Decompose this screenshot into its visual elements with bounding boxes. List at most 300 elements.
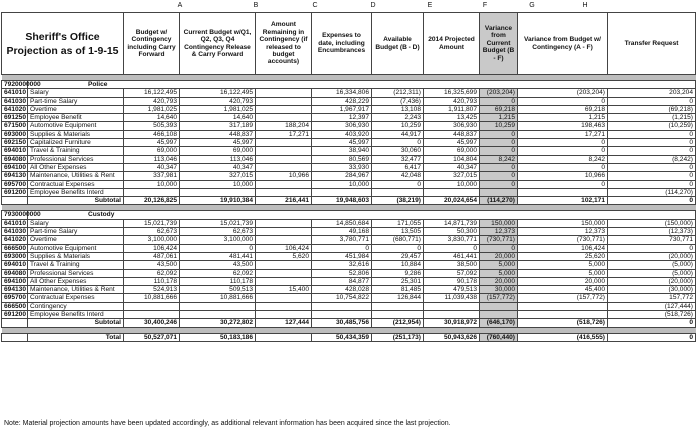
current-budget-cell: 10,881,666: [180, 294, 256, 302]
budget-contingency-cell: 45,997: [124, 139, 180, 147]
expenses-to-date-cell: 403,920: [312, 130, 372, 138]
current-budget-cell: [180, 302, 256, 310]
subtotal-row: [2, 197, 696, 205]
account-code-cell: 694130: [2, 172, 28, 180]
expenses-to-date-cell: 33,930: [312, 163, 372, 171]
account-description-cell: Automotive Equipment: [28, 122, 124, 130]
account-code-cell: 641010: [2, 89, 28, 97]
variance-contingency-cell: 1,215: [518, 114, 608, 122]
variance-current-cell: 0: [480, 147, 518, 155]
current-budget-cell: 16,122,495: [180, 89, 256, 97]
account-description-cell: Overtime: [28, 236, 124, 244]
variance-current-cell: (157,772): [480, 294, 518, 302]
variance-contingency-cell: 25,620: [518, 252, 608, 260]
amount-remaining-cell: 106,424: [256, 244, 312, 252]
available-budget-cell: 32,477: [372, 155, 424, 163]
projected-amount-cell: 104,804: [424, 155, 480, 163]
expenses-to-date-cell: 428,229: [312, 97, 372, 105]
variance-current-cell: 20,000: [480, 277, 518, 285]
variance-current-cell: (730,771): [480, 236, 518, 244]
budget-contingency-cell: 50,527,071: [124, 333, 180, 341]
projected-amount-cell: 30,918,972: [424, 319, 480, 327]
available-budget-cell: 44,917: [372, 130, 424, 138]
expenses-to-date-cell: 45,997: [312, 139, 372, 147]
expenses-to-date-cell: 38,940: [312, 147, 372, 155]
variance-contingency-cell: 69,218: [518, 105, 608, 113]
variance-current-cell: 0: [480, 97, 518, 105]
amount-remaining-cell: [256, 114, 312, 122]
current-budget-cell: 327,015: [180, 172, 256, 180]
available-budget-cell: [372, 311, 424, 319]
account-description-cell: Automotive Equipment: [28, 244, 124, 252]
current-budget-cell: 19,910,384: [180, 197, 256, 205]
current-budget-cell: 509,513: [180, 286, 256, 294]
projection-table: [1, 12, 696, 342]
footnote: Note: Material projection amounts have been updated accordingly, as additional relevant information has been acquired since the last projection.: [4, 420, 451, 427]
expenses-to-date-cell: [312, 188, 372, 196]
budget-contingency-cell: [124, 302, 180, 310]
transfer-request-cell: (12,373): [608, 228, 696, 236]
projected-amount-cell: 69,000: [424, 147, 480, 155]
projected-amount-cell: 327,015: [424, 172, 480, 180]
expenses-to-date-cell: 306,930: [312, 122, 372, 130]
amount-remaining-cell: [256, 277, 312, 285]
available-budget-cell: 13,505: [372, 228, 424, 236]
account-description-cell: All Other Expenses: [28, 163, 124, 171]
current-budget-cell: 317,189: [180, 122, 256, 130]
available-budget-cell: 10,884: [372, 261, 424, 269]
budget-contingency-cell: 113,046: [124, 155, 180, 163]
budget-contingency-cell: 10,881,666: [124, 294, 180, 302]
account-code-cell: 666500: [2, 244, 28, 252]
account-code-cell: 694010: [2, 261, 28, 269]
account-description-cell: Salary: [28, 219, 124, 227]
account-code-cell: 694100: [2, 163, 28, 171]
available-budget-cell: 171,055: [372, 219, 424, 227]
available-budget-cell: 126,844: [372, 294, 424, 302]
amount-remaining-cell: [256, 269, 312, 277]
account-description-cell: Professional Services: [28, 269, 124, 277]
projected-amount-cell: 0: [424, 244, 480, 252]
amount-remaining-cell: [256, 228, 312, 236]
variance-contingency-cell: 5,000: [518, 269, 608, 277]
col-letter-g: G: [529, 2, 535, 9]
available-budget-cell: (680,771): [372, 236, 424, 244]
budget-contingency-cell: 69,000: [124, 147, 180, 155]
projected-amount-cell: 420,793: [424, 97, 480, 105]
expenses-to-date-cell: 1,967,917: [312, 105, 372, 113]
current-budget-cell: 1,981,025: [180, 105, 256, 113]
current-budget-cell: 481,441: [180, 252, 256, 260]
amount-remaining-cell: [256, 261, 312, 269]
budget-contingency-cell: 30,400,246: [124, 319, 180, 327]
account-code-cell: 695700: [2, 180, 28, 188]
projected-amount-cell: 14,871,739: [424, 219, 480, 227]
current-budget-cell: 43,500: [180, 261, 256, 269]
expenses-to-date-cell: 10,754,822: [312, 294, 372, 302]
subtotal-row: [2, 319, 696, 327]
available-budget-cell: 0: [372, 139, 424, 147]
expenses-to-date-cell: 0: [312, 244, 372, 252]
account-description-cell: Contractual Expenses: [28, 294, 124, 302]
transfer-request-cell: (518,726): [608, 311, 696, 319]
variance-current-cell: [480, 188, 518, 196]
account-description-cell: Maintenance, Utilities & Rent: [28, 286, 124, 294]
available-budget-cell: (212,311): [372, 89, 424, 97]
variance-contingency-cell: (157,772): [518, 294, 608, 302]
amount-remaining-cell: [256, 89, 312, 97]
variance-contingency-cell: 8,242: [518, 155, 608, 163]
transfer-request-cell: 0: [608, 319, 696, 327]
expenses-to-date-cell: 428,028: [312, 286, 372, 294]
section-code: 7930000000: [2, 211, 28, 219]
budget-contingency-cell: 10,000: [124, 180, 180, 188]
current-budget-cell: 62,092: [180, 269, 256, 277]
account-description-cell: Professional Services: [28, 155, 124, 163]
account-description-cell: Travel & Training: [28, 147, 124, 155]
account-code-cell: 641020: [2, 236, 28, 244]
transfer-request-cell: (1,215): [608, 114, 696, 122]
transfer-request-cell: 0: [608, 333, 696, 341]
transfer-request-cell: 0: [608, 147, 696, 155]
budget-contingency-cell: 487,061: [124, 252, 180, 260]
section-name: Custody: [28, 211, 696, 219]
account-code-cell: 671500: [2, 122, 28, 130]
transfer-request-cell: (127,444): [608, 302, 696, 310]
col-letter-c: C: [312, 2, 318, 9]
available-budget-cell: [372, 302, 424, 310]
variance-current-cell: 150,000: [480, 219, 518, 227]
budget-contingency-cell: [124, 188, 180, 196]
account-description-cell: Employee Benefit: [28, 114, 124, 122]
account-code-cell: 691200: [2, 311, 28, 319]
available-budget-cell: 29,457: [372, 252, 424, 260]
table-row: [2, 261, 696, 269]
current-budget-cell: 45,997: [180, 139, 256, 147]
transfer-request-cell: (8,242): [608, 155, 696, 163]
projected-amount-cell: 38,500: [424, 261, 480, 269]
current-budget-cell: 110,178: [180, 277, 256, 285]
variance-current-cell: (646,170): [480, 319, 518, 327]
account-code-cell: 693000: [2, 252, 28, 260]
current-budget-cell: 113,046: [180, 155, 256, 163]
budget-contingency-cell: 106,424: [124, 244, 180, 252]
account-code-cell: [2, 197, 28, 205]
amount-remaining-cell: 216,441: [256, 197, 312, 205]
variance-current-cell: 0: [480, 172, 518, 180]
amount-remaining-cell: 15,400: [256, 286, 312, 294]
projected-amount-cell: 13,425: [424, 114, 480, 122]
variance-current-cell: (760,440): [480, 333, 518, 341]
account-code-cell: 695700: [2, 294, 28, 302]
available-budget-cell: 30,060: [372, 147, 424, 155]
section-code: 7920000000: [2, 81, 28, 89]
transfer-request-cell: 0: [608, 130, 696, 138]
expenses-to-date-cell: 30,485,756: [312, 319, 372, 327]
col-letter-h: H: [582, 2, 588, 9]
variance-current-cell: 69,218: [480, 105, 518, 113]
transfer-request-cell: 0: [608, 180, 696, 188]
table-row: [2, 286, 696, 294]
current-budget-cell: 14,640: [180, 114, 256, 122]
available-budget-cell: (7,436): [372, 97, 424, 105]
budget-contingency-cell: 40,347: [124, 163, 180, 171]
transfer-request-cell: (69,218): [608, 105, 696, 113]
account-description-cell: Salary: [28, 89, 124, 97]
amount-remaining-cell: [256, 188, 312, 196]
variance-current-cell: 1,215: [480, 114, 518, 122]
account-code-cell: 692150: [2, 139, 28, 147]
variance-contingency-cell: 5,000: [518, 261, 608, 269]
variance-contingency-cell: 106,424: [518, 244, 608, 252]
budget-contingency-cell: 43,500: [124, 261, 180, 269]
table-row: [2, 147, 696, 155]
available-budget-cell: (212,954): [372, 319, 424, 327]
current-budget-cell: 69,000: [180, 147, 256, 155]
section-name: Police: [28, 81, 696, 89]
table-row: [2, 89, 696, 97]
section-header-row: [2, 81, 696, 89]
table-row: [2, 311, 696, 319]
amount-remaining-cell: [256, 155, 312, 163]
budget-contingency-cell: 110,178: [124, 277, 180, 285]
available-budget-cell: 2,243: [372, 114, 424, 122]
variance-contingency-cell: 10,966: [518, 172, 608, 180]
available-budget-cell: 25,301: [372, 277, 424, 285]
expenses-to-date-cell: 80,569: [312, 155, 372, 163]
col-letter-f: F: [482, 2, 488, 9]
variance-current-cell: 0: [480, 130, 518, 138]
budget-contingency-cell: 337,981: [124, 172, 180, 180]
projected-amount-cell: 20,024,654: [424, 197, 480, 205]
account-code-cell: 694010: [2, 147, 28, 155]
table-row: [2, 294, 696, 302]
variance-current-cell: 12,373: [480, 228, 518, 236]
variance-contingency-cell: 0: [518, 147, 608, 155]
account-description-cell: All Other Expenses: [28, 277, 124, 285]
expenses-to-date-cell: 12,397: [312, 114, 372, 122]
variance-contingency-cell: 17,271: [518, 130, 608, 138]
budget-contingency-cell: 420,793: [124, 97, 180, 105]
variance-contingency-cell: 102,171: [518, 197, 608, 205]
projected-amount-cell: 16,325,699: [424, 89, 480, 97]
variance-contingency-cell: 0: [518, 97, 608, 105]
account-code-cell: 666500: [2, 302, 28, 310]
expenses-to-date-cell: 49,168: [312, 228, 372, 236]
expenses-to-date-cell: [312, 311, 372, 319]
variance-current-cell: 5,000: [480, 269, 518, 277]
variance-contingency-cell: (730,771): [518, 236, 608, 244]
amount-remaining-cell: [256, 333, 312, 341]
projected-amount-cell: 50,300: [424, 228, 480, 236]
variance-current-cell: [480, 302, 518, 310]
budget-contingency-cell: 15,021,739: [124, 219, 180, 227]
variance-current-cell: 30,000: [480, 286, 518, 294]
account-description-cell: Part-time Salary: [28, 97, 124, 105]
transfer-request-cell: 730,771: [608, 236, 696, 244]
variance-contingency-cell: 12,373: [518, 228, 608, 236]
variance-contingency-cell: 198,463: [518, 122, 608, 130]
account-code-cell: 694080: [2, 269, 28, 277]
report-title: Sheriff's Office Projection as of 1-9-15: [2, 13, 124, 75]
account-description-cell: Overtime: [28, 105, 124, 113]
available-budget-cell: 6,417: [372, 163, 424, 171]
account-description-cell: Supplies & Materials: [28, 252, 124, 260]
col-letter-d: D: [370, 2, 376, 9]
account-description-cell: Supplies & Materials: [28, 130, 124, 138]
table-row: [2, 172, 696, 180]
account-description-cell: Contingency: [28, 302, 124, 310]
available-budget-cell: 13,108: [372, 105, 424, 113]
header-current-budget: Current Budget w/Q1, Q2, Q3, Q4 Contingency Release & Carry Forward: [180, 13, 256, 75]
variance-contingency-cell: 0: [518, 180, 608, 188]
amount-remaining-cell: [256, 219, 312, 227]
account-code-cell: [2, 333, 28, 341]
expenses-to-date-cell: 50,434,359: [312, 333, 372, 341]
variance-contingency-cell: 20,000: [518, 277, 608, 285]
available-budget-cell: 9,286: [372, 269, 424, 277]
total-row: [2, 333, 696, 341]
account-code-cell: 694080: [2, 155, 28, 163]
current-budget-cell: 0: [180, 244, 256, 252]
section-header-row: [2, 211, 696, 219]
projected-amount-cell: 40,347: [424, 163, 480, 171]
expenses-to-date-cell: 3,780,771: [312, 236, 372, 244]
table-row: [2, 155, 696, 163]
variance-contingency-cell: (203,204): [518, 89, 608, 97]
current-budget-cell: 420,793: [180, 97, 256, 105]
variance-current-cell: 0: [480, 180, 518, 188]
table-row: [2, 244, 696, 252]
account-description-cell: Total: [28, 333, 124, 341]
variance-current-cell: (203,204): [480, 89, 518, 97]
available-budget-cell: 81,485: [372, 286, 424, 294]
projected-amount-cell: 45,997: [424, 139, 480, 147]
col-letter-b: B: [253, 2, 259, 9]
available-budget-cell: 10,259: [372, 122, 424, 130]
amount-remaining-cell: [256, 311, 312, 319]
projected-amount-cell: 461,441: [424, 252, 480, 260]
col-letter-e: E: [427, 2, 433, 9]
header-variance-current: Variance from Current Budget (B - F): [480, 13, 518, 75]
budget-contingency-cell: 1,981,025: [124, 105, 180, 113]
transfer-request-cell: 0: [608, 163, 696, 171]
table-row: [2, 236, 696, 244]
amount-remaining-cell: 10,966: [256, 172, 312, 180]
header-transfer-request: Transfer Request: [608, 13, 696, 75]
budget-contingency-cell: [124, 311, 180, 319]
current-budget-cell: 30,272,802: [180, 319, 256, 327]
transfer-request-cell: (150,000): [608, 219, 696, 227]
table-row: [2, 252, 696, 260]
account-code-cell: 694100: [2, 277, 28, 285]
expenses-to-date-cell: 10,000: [312, 180, 372, 188]
variance-current-cell: 0: [480, 244, 518, 252]
column-letters: [0, 2, 700, 12]
budget-contingency-cell: 20,126,825: [124, 197, 180, 205]
account-code-cell: 691250: [2, 114, 28, 122]
transfer-request-cell: (10,259): [608, 122, 696, 130]
expenses-to-date-cell: 16,334,806: [312, 89, 372, 97]
transfer-request-cell: (20,000): [608, 252, 696, 260]
amount-remaining-cell: [256, 139, 312, 147]
amount-remaining-cell: 188,204: [256, 122, 312, 130]
variance-contingency-cell: (416,555): [518, 333, 608, 341]
amount-remaining-cell: 17,271: [256, 130, 312, 138]
account-code-cell: [2, 319, 28, 327]
projected-amount-cell: [424, 311, 480, 319]
transfer-request-cell: 0: [608, 197, 696, 205]
amount-remaining-cell: [256, 294, 312, 302]
transfer-request-cell: (30,000): [608, 286, 696, 294]
transfer-request-cell: 157,772: [608, 294, 696, 302]
table-row: [2, 219, 696, 227]
account-code-cell: 691200: [2, 188, 28, 196]
table-body: [2, 75, 696, 342]
account-description-cell: Part-time Salary: [28, 228, 124, 236]
budget-contingency-cell: 14,640: [124, 114, 180, 122]
table-row: [2, 180, 696, 188]
variance-contingency-cell: 150,000: [518, 219, 608, 227]
table-row: [2, 188, 696, 196]
current-budget-cell: 3,100,000: [180, 236, 256, 244]
variance-contingency-cell: 45,400: [518, 286, 608, 294]
amount-remaining-cell: [256, 236, 312, 244]
account-code-cell: 694130: [2, 286, 28, 294]
transfer-request-cell: (5,000): [608, 261, 696, 269]
header-variance-contingency: Variance from Budget w/ Contingency (A - F): [518, 13, 608, 75]
projected-amount-cell: 57,092: [424, 269, 480, 277]
table-row: [2, 114, 696, 122]
amount-remaining-cell: [256, 180, 312, 188]
variance-current-cell: 5,000: [480, 261, 518, 269]
header-expenses-to-date: Expenses to date, including Encumbrances: [312, 13, 372, 75]
current-budget-cell: 448,837: [180, 130, 256, 138]
account-code-cell: 641030: [2, 228, 28, 236]
header-budget-contingency: Budget w/ Contingency including Carry Forward: [124, 13, 180, 75]
current-budget-cell: [180, 311, 256, 319]
variance-contingency-cell: [518, 311, 608, 319]
available-budget-cell: (38,219): [372, 197, 424, 205]
account-description-cell: Employee Benefits Interd: [28, 188, 124, 196]
header-projected-amount: 2014 Projected Amount: [424, 13, 480, 75]
account-code-cell: 693000: [2, 130, 28, 138]
table-row: [2, 228, 696, 236]
available-budget-cell: 42,048: [372, 172, 424, 180]
table-row: [2, 122, 696, 130]
variance-current-cell: 8,242: [480, 155, 518, 163]
budget-contingency-cell: 505,393: [124, 122, 180, 130]
transfer-request-cell: 0: [608, 172, 696, 180]
transfer-request-cell: (20,000): [608, 277, 696, 285]
account-code-cell: 641020: [2, 105, 28, 113]
transfer-request-cell: 0: [608, 244, 696, 252]
amount-remaining-cell: 5,620: [256, 252, 312, 260]
available-budget-cell: 0: [372, 244, 424, 252]
projected-amount-cell: 10,000: [424, 180, 480, 188]
table-row: [2, 163, 696, 171]
account-description-cell: Subtotal: [28, 197, 124, 205]
expenses-to-date-cell: [312, 302, 372, 310]
projected-amount-cell: 90,178: [424, 277, 480, 285]
current-budget-cell: 62,673: [180, 228, 256, 236]
expenses-to-date-cell: 32,616: [312, 261, 372, 269]
table-row: [2, 139, 696, 147]
variance-contingency-cell: [518, 302, 608, 310]
amount-remaining-cell: [256, 163, 312, 171]
variance-contingency-cell: [518, 188, 608, 196]
variance-current-cell: [480, 311, 518, 319]
